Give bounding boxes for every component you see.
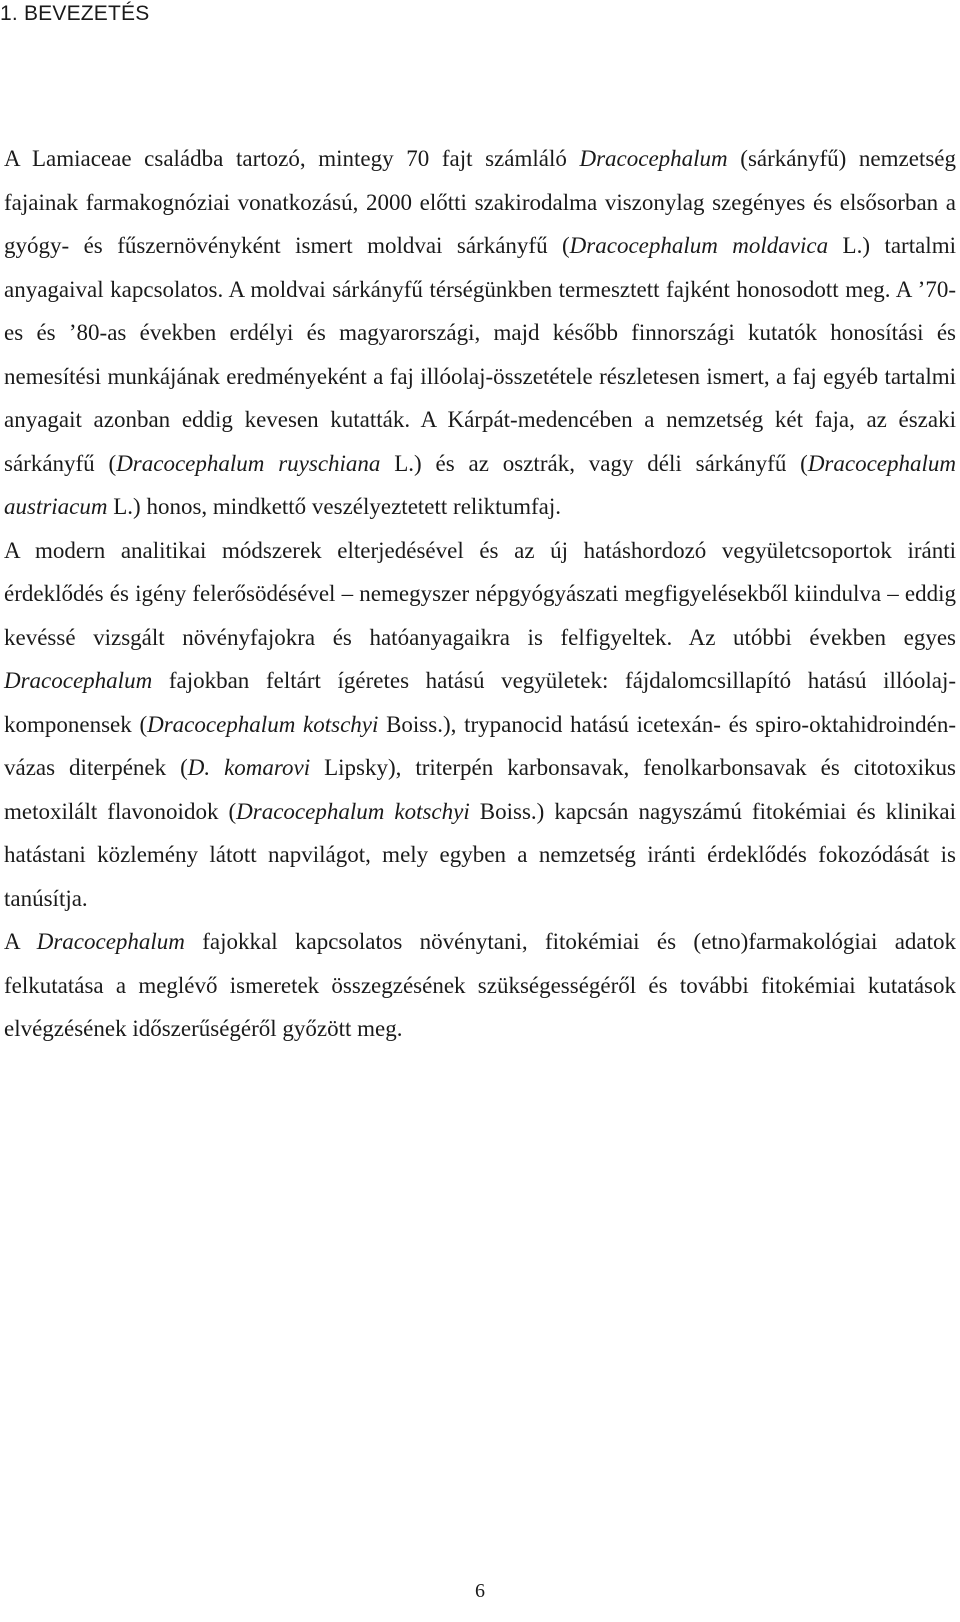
text-run: Lipsky), triterpén karbonsavak, fenolkarbonsavak és citotoxikus metoxilált flavonoidok ( <box>4 755 957 824</box>
text-run: fajokkal kapcsolatos növénytani, fitokémiai és (etno)farmakológiai adatok felkutatása a meglévő ismeretek összegzésének szükségességéről és további fitokémiai kutatások elvégzésének időszerűségéről győzött meg. <box>4 929 957 1041</box>
text-run: L.) tartalmi anyagaival kapcsolatos. A moldvai sárkányfű térségünkben termesztett fajként honosodott meg. A ’70-es és ’80-as években erdélyi és magyarországi, majd később finnországi kutatók honosítási és nemesítési munkájának eredményeként a faj illóolaj-összetétele részletesen ismert, a faj egyéb tartalmi anyagait azonban eddig kevesen kutatták. A Kárpát-medencében a nemzetség két faja, az északi sárkányfű ( <box>4 233 956 476</box>
italic-taxon-name: Dracocephalum <box>36 929 185 954</box>
text-run: A Lamiaceae családba tartozó, mintegy 70 fajt számláló <box>4 146 580 171</box>
body-text <box>4 137 956 1051</box>
italic-taxon-name: Dracocephalum <box>579 146 728 171</box>
paragraph-1 <box>4 137 956 529</box>
italic-taxon-name: Dracocephalum kotschyi <box>147 711 379 737</box>
italic-taxon-name: Dracocephalum ruyschiana <box>116 450 381 476</box>
text-run: L.) és az osztrák, vagy déli sárkányfű ( <box>380 450 808 476</box>
paragraph-2 <box>4 529 956 921</box>
section-heading: 1. BEVEZETÉS <box>0 2 150 25</box>
page-number: 6 <box>475 1580 485 1602</box>
italic-taxon-name: D. komarovi <box>187 755 311 780</box>
italic-taxon-name: Dracocephalum <box>4 668 153 693</box>
text-run: fajokban feltárt ígéretes hatású vegyületek: fájdalomcsillapító hatású illóolaj-komponensek ( <box>4 668 956 737</box>
text-run: A <box>4 929 37 954</box>
text-run: Boiss.), trypanocid hatású icetexán- és spiro-oktahidroindén-vázas diterpének ( <box>4 711 956 780</box>
text-run: A modern analitikai módszerek elterjedésével és az új hatáshordozó vegyületcsoportok iránti érdeklődés és igény felerősödésével – nemegyszer népgyógyászati megfigyelésekből kiindulva – eddig kevéssé vizsgált növényfajokra és hatóanyagaikra is felfigyeltek. Az utóbbi években egyes <box>4 537 956 650</box>
italic-taxon-name: Dracocephalum austriacum <box>4 450 956 519</box>
text-run: Boiss.) kapcsán nagyszámú fitokémiai és klinikai hatástani közlemény látott napvilágot, mely egyben a nemzetség iránti érdeklődés fokozódását is tanúsítja. <box>4 798 956 911</box>
text-run: L.) honos, mindkettő veszélyeztetett reliktumfaj. <box>107 494 561 519</box>
text-run: (sárkányfű) nemzetség fajainak farmakognóziai vonatkozású, 2000 előtti szakirodalma viszonylag szegényes és elsősorban a gyógy- és fűszernövényként ismert moldvai sárkányfű ( <box>4 146 956 258</box>
paragraph-3 <box>4 920 956 1051</box>
italic-taxon-name: Dracocephalum moldavica <box>569 233 829 258</box>
italic-taxon-name: Dracocephalum kotschyi <box>236 798 470 824</box>
